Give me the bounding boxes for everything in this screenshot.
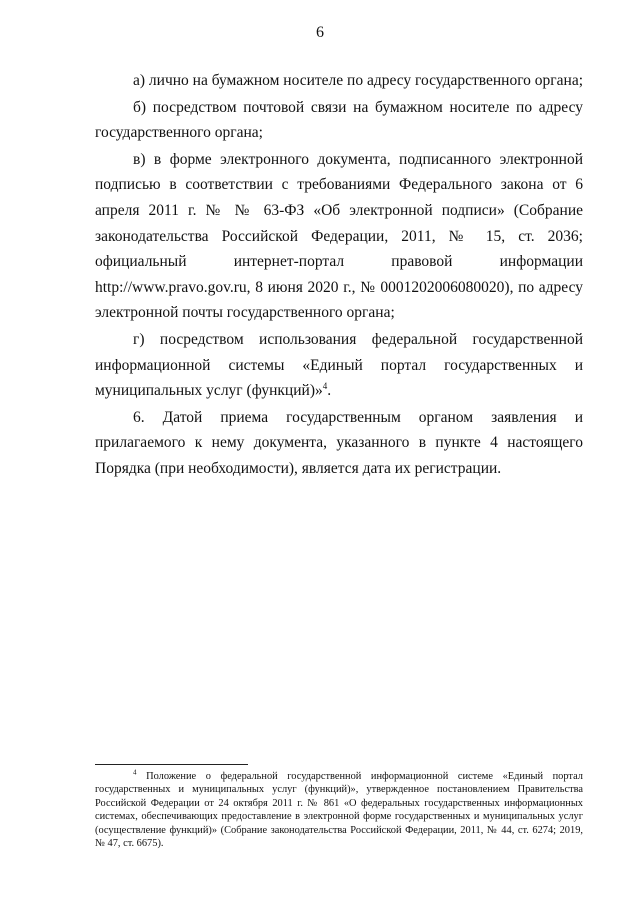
paragraph-a: а) лично на бумажном носителе по адресу государственного органа; xyxy=(133,72,584,89)
paragraph-v: в) в форме электронного документа, подписанного электронной подписью в соответствии с требованиями Федерального закона от 6 апреля 2011 г. № № 63-ФЗ «Об электронной подписи» (Собрание законодательства Российской Федерации, 2011, № 15, ст. 2036; официальный интернет-портал правовой информации http://www.pravo.gov.ru, 8 июня 2020 г., № 0001202006080020), по адресу электронной почты государственного органа; xyxy=(95,150,583,322)
paragraph-g-text: г) посредством использования федеральной государственной информационной системы «Единый портал государственных и муниципальных услуг (функций)» xyxy=(95,330,583,400)
footnote-reference: 4 xyxy=(322,380,328,391)
document-body xyxy=(95,68,583,482)
paragraph-6: 6. Датой приема государственным органом заявления и прилагаемого к нему документа, указанного в пункте 4 настоящего Порядка (при необходимости), является дата их регистрации. xyxy=(95,408,583,477)
paragraph-b: б) посредством почтовой связи на бумажном носителе по адресу государственного органа; xyxy=(95,98,583,142)
footnote-text: Положение о федеральной государственной информационной системе «Единый портал государственных и муниципальных услуг (функций)», утвержденное постановлением Правительства Российской Федерации от 24 октября 2011 г. № 861 «О федеральных государственных информационных системах, обеспечивающих предоставление в электронной форме государственных и муниципальных услуг (осуществление функций)» (Собрание законодательства Российской Федерации, 2011, № 44, ст. 6274; 2019, № 47, ст. 6675). xyxy=(95,771,583,850)
paragraph-g xyxy=(95,327,583,404)
page-number: 6 xyxy=(316,24,324,41)
footnote-marker: 4 xyxy=(133,768,137,777)
footnote xyxy=(95,770,583,850)
paragraph-g-end: . xyxy=(327,382,332,400)
footnote-separator xyxy=(95,764,248,765)
